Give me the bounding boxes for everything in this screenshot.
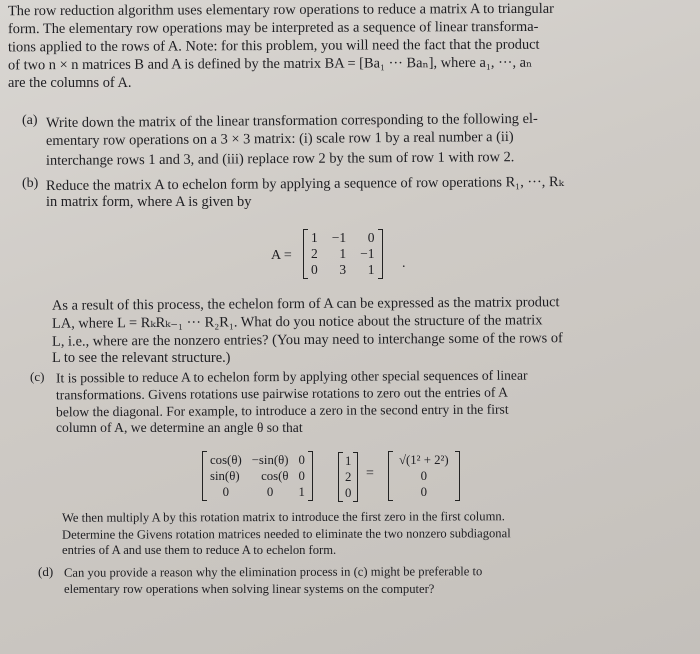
matrix-a-cell: 1	[339, 246, 347, 261]
rotation-matrix	[202, 451, 313, 501]
rotation-cell: 0	[222, 485, 230, 499]
matrix-a-cell: 0	[311, 262, 318, 277]
matrix-a-cell: 0	[367, 230, 375, 245]
matrix-a-period: .	[402, 256, 406, 271]
vector-cell: 0	[345, 486, 352, 500]
vector-cell: 1	[345, 454, 352, 468]
part-c-line-1: It is possible to reduce A to echelon form by applying other special sequences of linear	[55, 367, 528, 386]
rotation-matrix-right-bracket	[308, 451, 313, 501]
part-a-line-1: Write down the matrix of the linear transformation corresponding to the following el-	[45, 110, 538, 132]
part-d-line-1: Can you provide a reason why the elimination process in (c) might be preferable to	[63, 564, 483, 580]
rotation-cell: 1	[298, 485, 305, 499]
intro-line-1: The row reduction algorithm uses elementary row operations to reduce a matrix A to triangular	[7, 0, 554, 20]
part-d-line-2: elementary row operations when solving linear systems on the computer?	[64, 582, 435, 596]
input-vector-right-bracket	[353, 452, 358, 502]
part-b-line-1: Reduce the matrix A to echelon form by applying a sequence of row operations R₁, ···, Rₖ	[45, 173, 564, 195]
result-vector-right-bracket	[455, 451, 460, 501]
part-a-line-2: ementary row operations on a 3 × 3 matrix: (i) scale row 1 by a real number a (ii)	[45, 128, 514, 150]
part-a-label: (a)	[22, 113, 38, 128]
matrix-a-cell: 1	[311, 230, 318, 245]
rotation-cell: 0	[298, 469, 305, 483]
vector-cell: 2	[345, 470, 352, 484]
part-b-label: (b)	[22, 176, 39, 191]
part-a-line-3: interchange rows 1 and 3, and (iii) replace row 2 by the sum of row 1 with row 2.	[45, 149, 515, 169]
part-c-line-3: below the diagonal. For example, to introduce a zero in the second entry in the first	[55, 401, 509, 420]
part-b-line-3: As a result of this process, the echelon form of A can be expressed as the matrix product	[51, 294, 560, 314]
part-d-label: (d)	[38, 564, 54, 579]
part-c-label: (c)	[30, 369, 45, 384]
matrix-a-cell: 1	[367, 262, 375, 277]
intro-line-2: form. The elementary row operations may be interpreted as a sequence of linear transforma-	[7, 18, 539, 38]
rotation-cell: 0	[298, 453, 305, 467]
rotation-cell: sin(θ)	[210, 469, 240, 483]
part-c-line-5: We then multiply A by this rotation matrix to introduce the first zero in the first column.	[61, 509, 505, 525]
matrix-a	[303, 229, 383, 279]
intro-line-5: are the columns of A.	[8, 75, 132, 91]
part-c-line-7: entries of A and use them to reduce A to echelon form.	[62, 543, 337, 557]
input-vector	[338, 452, 358, 502]
rotation-cell: cos(θ	[261, 469, 289, 483]
equals-sign: =	[366, 466, 374, 481]
rotation-cell: cos(θ)	[210, 453, 242, 467]
matrix-a-cell: 2	[311, 246, 318, 261]
part-b-line-4: LA, where L = RₖRₖ₋₁ ··· R₂R₁. What do you notice about the structure of the matrix	[51, 312, 543, 332]
matrix-a-cell: −1	[331, 230, 347, 245]
part-c-line-2: transformations. Givens rotations use pairwise rotations to zero out the entries of A	[55, 384, 508, 403]
intro-line-3: tions applied to the rows of A. Note: for this problem, you will need the fact that the product	[7, 36, 540, 56]
input-vector-entries	[343, 452, 353, 502]
matrix-a-entries	[308, 229, 378, 279]
matrix-a-cell: 3	[339, 262, 347, 277]
rotation-cell: 0	[266, 485, 274, 499]
matrix-a-right-bracket	[378, 229, 383, 279]
rotation-cell: −sin(θ)	[251, 453, 289, 467]
result-cell: √(1² + 2²)	[399, 453, 449, 467]
part-c-line-6: Determine the Givens rotation matrices needed to eliminate the two nonzero subdiagonal	[61, 526, 511, 542]
part-b-line-6: L to see the relevant structure.)	[52, 350, 231, 366]
result-cell: 0	[420, 469, 428, 483]
rotation-matrix-entries	[207, 451, 308, 501]
matrix-a-cell: −1	[360, 246, 375, 261]
intro-line-4: of two n × n matrices B and A is defined by the matrix BA = [Ba₁ ··· Baₙ], where a₁, ···, aₙ	[7, 54, 533, 74]
part-b-line-5: L, i.e., where are the nonzero entries? (You may need to interchange some of the rows of	[51, 330, 563, 350]
part-b-line-2: in matrix form, where A is given by	[46, 194, 252, 210]
result-vector	[388, 451, 460, 501]
result-vector-entries	[393, 451, 455, 501]
result-cell: 0	[420, 485, 428, 499]
part-c-line-4: column of A, we determine an angle θ so that	[56, 420, 303, 435]
matrix-a-lhs: A =	[271, 248, 292, 263]
